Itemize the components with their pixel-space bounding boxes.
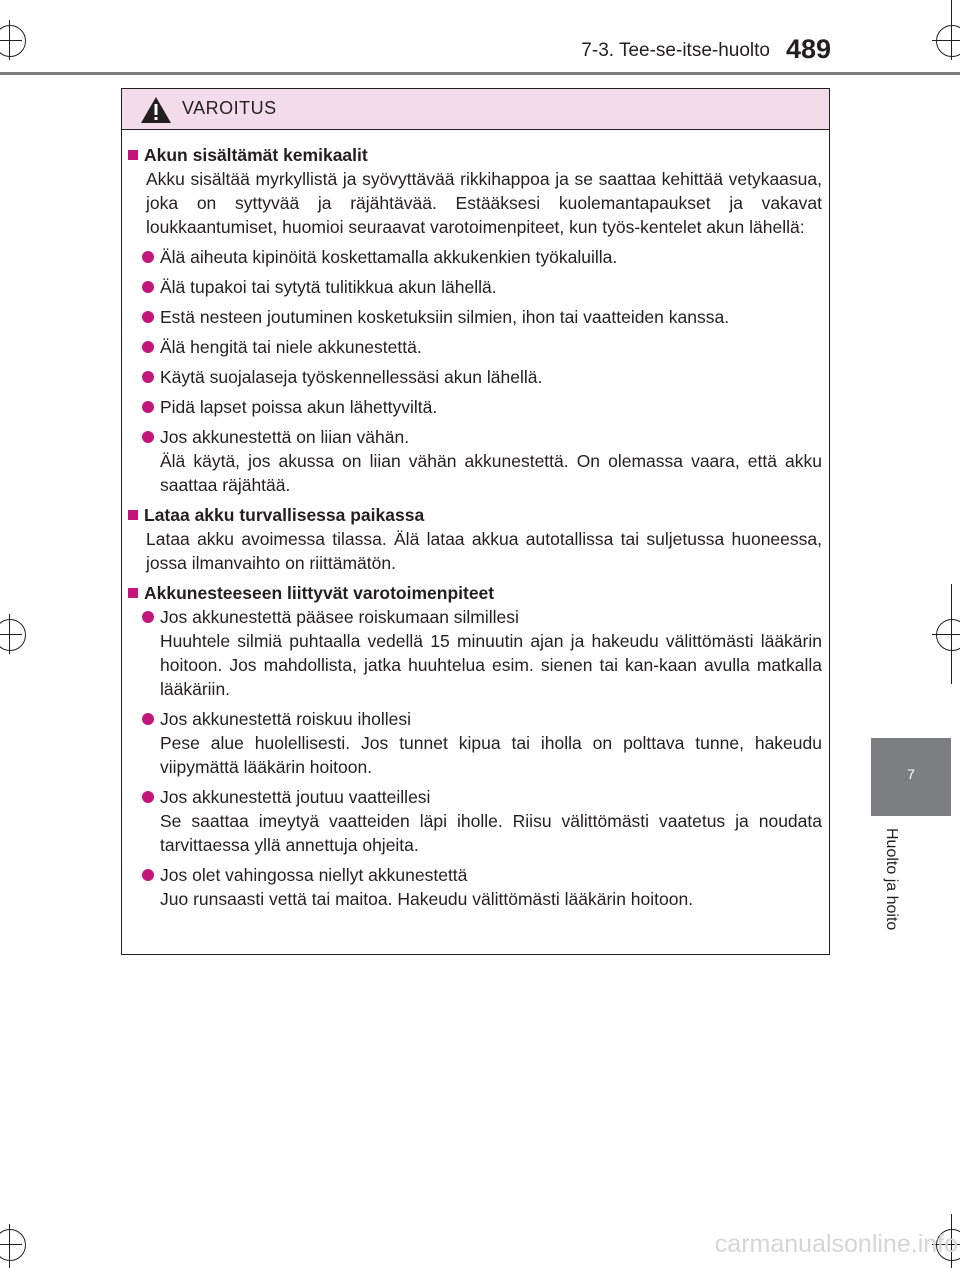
section-title: Akkunesteeseen liittyvät varotoimenpiteet	[144, 583, 495, 603]
bullet-head: Jos olet vahingossa niellyt akkunestettä	[160, 865, 468, 885]
chapter-number: 7	[907, 766, 915, 782]
bullet-head: Älä hengitä tai niele akkunestettä.	[160, 337, 422, 357]
page-number: 489	[786, 34, 832, 64]
round-bullet-icon	[142, 791, 154, 803]
section-text: Lataa akku avoimessa tilassa. Älä lataa akkua autotallissa tai suljetussa huoneessa, jossa ilmanvaihto on riittämätön.	[146, 529, 822, 573]
bullet-body: Älä käytä, jos akussa on liian vähän akkunestettä. On olemassa vaara, että akku saattaa räjähtää.	[160, 451, 822, 495]
list-item	[142, 395, 822, 419]
bullet-body: Juo runsaasti vettä tai maitoa. Hakeudu välittömästi lääkärin hoitoon.	[160, 889, 694, 909]
round-bullet-icon	[142, 869, 154, 881]
bullet-head: Käytä suojalaseja työskennellessäsi akun lähellä.	[160, 367, 543, 387]
round-bullet-icon	[142, 251, 154, 263]
list-item	[142, 707, 822, 779]
section-header: 7-3. Tee-se-itse-huolto	[581, 40, 770, 61]
chapter-tab	[871, 738, 951, 816]
round-bullet-icon	[142, 281, 154, 293]
list-item	[142, 245, 822, 269]
bullet-head: Pidä lapset poissa akun lähettyviltä.	[160, 397, 438, 417]
bullet-head: Älä tupakoi tai sytytä tulitikkua akun lähellä.	[160, 277, 497, 297]
warning-content	[128, 143, 822, 917]
watermark: carmanualsonline.info	[714, 1230, 958, 1258]
list-item	[142, 605, 822, 701]
round-bullet-icon	[142, 401, 154, 413]
round-bullet-icon	[142, 713, 154, 725]
warning-header	[122, 89, 829, 130]
bullet-head: Estä nesteen joutuminen kosketuksiin silmien, ihon tai vaatteiden kanssa.	[160, 307, 730, 327]
bullet-body: Pese alue huolellisesti. Jos tunnet kipua tai iholla on polttava tunne, hakeudu viipymättä lääkärin hoitoon.	[160, 733, 822, 777]
bullet-head: Älä aiheuta kipinöitä koskettamalla akkukenkien työkaluilla.	[160, 247, 618, 267]
list-item	[142, 335, 822, 359]
square-bullet-icon	[128, 510, 138, 520]
square-bullet-icon	[128, 588, 138, 598]
round-bullet-icon	[142, 311, 154, 323]
list-item	[142, 425, 822, 497]
bullet-body: Huuhtele silmiä puhtaalla vedellä 15 minuutin ajan ja hakeudu välittömästi lääkärin hoitoon. Jos mahdollista, jatka huuhtelua esim. sienen tai kan-kaan avulla matkalla lääkäriin.	[160, 631, 822, 699]
list-item	[142, 275, 822, 299]
bullet-head: Jos akkunestettä roiskuu ihollesi	[160, 709, 411, 729]
round-bullet-icon	[142, 371, 154, 383]
round-bullet-icon	[142, 341, 154, 353]
round-bullet-icon	[142, 431, 154, 443]
section-text: Akku sisältää myrkyllistä ja syövyttävää rikkihappoa ja se saattaa kehittää vetykaasua, joka on syttyvää ja räjähtävää. Estääksesi kuolemantapaukset ja vakavat loukkaantumiset, huomioi seuraavat varotoimenpiteet, kun työs-kentelet akun lähellä:	[146, 169, 822, 237]
square-bullet-icon	[128, 150, 138, 160]
section-title: Akun sisältämät kemikaalit	[144, 145, 368, 165]
round-bullet-icon	[142, 611, 154, 623]
warning-section	[128, 581, 822, 911]
header-divider	[0, 72, 960, 75]
warning-box	[121, 88, 830, 955]
bullet-body: Se saattaa imeytyä vaatteiden läpi iholle. Riisu välittömästi vaatetus ja noudata tarvittaessa yllä annettuja ohjeita.	[160, 811, 822, 855]
list-item	[142, 863, 822, 911]
list-item	[142, 305, 822, 329]
section-title: Lataa akku turvallisessa paikassa	[144, 505, 425, 525]
warning-section	[128, 143, 822, 497]
warning-section	[128, 503, 822, 575]
list-item	[142, 785, 822, 857]
list-item	[142, 365, 822, 389]
warning-title: VAROITUS	[182, 98, 277, 118]
bullet-head: Jos akkunestettä pääsee roiskumaan silmillesi	[160, 607, 519, 627]
warning-triangle-icon	[140, 96, 172, 124]
bullet-head: Jos akkunestettä on liian vähän.	[160, 427, 410, 447]
chapter-label: Huolto ja hoito	[883, 828, 900, 931]
bullet-head: Jos akkunestettä joutuu vaatteillesi	[160, 787, 431, 807]
